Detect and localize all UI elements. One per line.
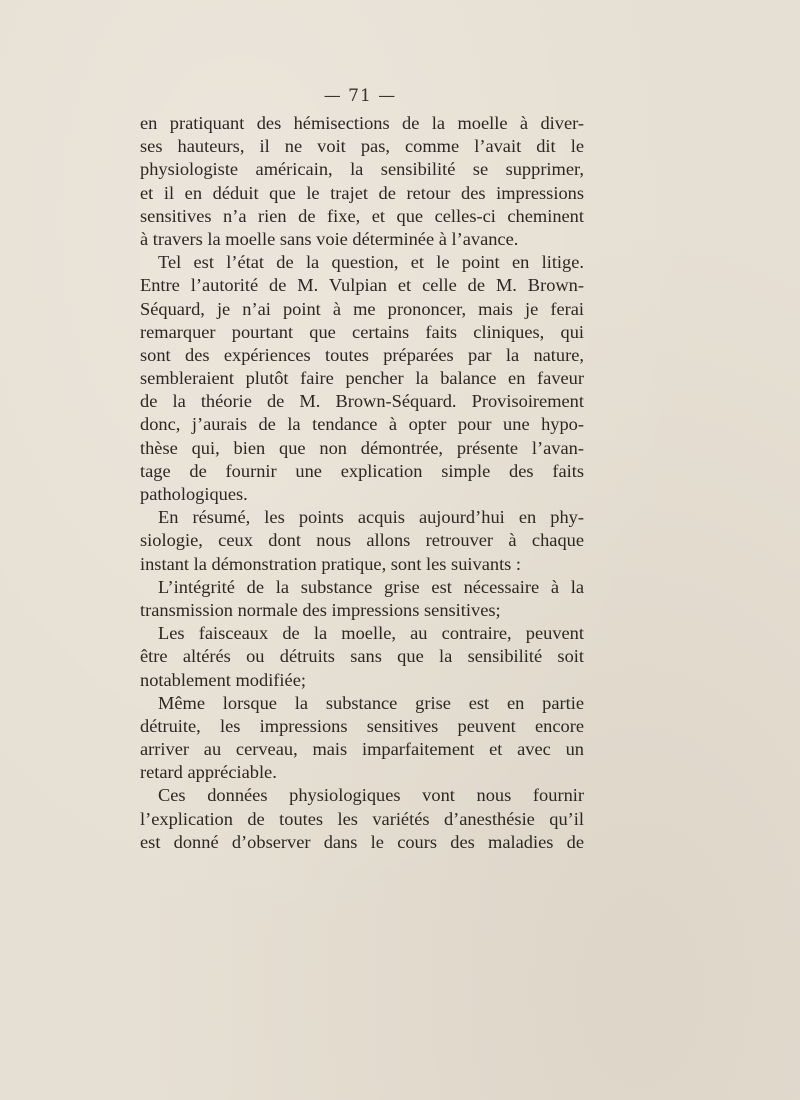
- body-text: [140, 112, 584, 854]
- text-line: L’intégrité de la substance grise est nécessaire à la: [158, 576, 584, 597]
- text-line: Les faisceaux de la moelle, au contraire, peuvent: [158, 623, 584, 644]
- text-line: détruite, les impressions sensitives peuvent encore: [140, 715, 584, 736]
- text-line: instant la démonstration pratique, sont les suivants :: [140, 553, 522, 574]
- text-line: Tel est l’état de la question, et le point en litige.: [158, 252, 584, 273]
- text-line: sembleraient plutôt faire pencher la balance en faveur: [140, 368, 584, 389]
- text-line: être altérés ou détruits sans que la sensibilité soit: [140, 646, 584, 667]
- text-line: retard appréciable.: [140, 762, 277, 783]
- page-number: — 71 —: [323, 86, 397, 106]
- text-line: Même lorsque la substance grise est en partie: [158, 692, 584, 713]
- text-line: transmission normale des impressions sensitives;: [140, 599, 501, 620]
- text-line: pathologiques.: [140, 484, 248, 504]
- text-line: est donné d’observer dans le cours des maladies de: [140, 831, 584, 852]
- text-line: sont des expériences toutes préparées par la nature,: [140, 344, 584, 365]
- text-line: sensitives n’a rien de fixe, et que celles-ci cheminent: [140, 205, 584, 226]
- text-line: de la théorie de M. Brown-Séquard. Provisoirement: [140, 391, 584, 412]
- text-line: Séquard, je n’ai point à me prononcer, mais je ferai: [140, 298, 584, 319]
- text-line: remarquer pourtant que certains faits cliniques, qui: [140, 321, 584, 342]
- text-line: en pratiquant des hémisections de la moelle à diver-: [140, 113, 584, 133]
- text-line: donc, j’aurais de la tendance à opter pour une hypo-: [140, 414, 584, 435]
- text-line: Ces données physiologiques vont nous fournir: [158, 785, 584, 806]
- text-line: physiologiste américain, la sensibilité se supprimer,: [140, 159, 584, 180]
- text-line: Entre l’autorité de M. Vulpian et celle de M. Brown-: [140, 275, 584, 296]
- text-line: notablement modifiée;: [140, 669, 306, 690]
- text-line: siologie, ceux dont nous allons retrouver à chaque: [140, 530, 584, 551]
- text-line: thèse qui, bien que non démontrée, présente l’avan-: [140, 437, 584, 458]
- text-line: tage de fournir une explication simple des faits: [140, 460, 584, 481]
- text-line: à travers la moelle sans voie déterminée à l’avance.: [140, 228, 519, 249]
- text-line: En résumé, les points acquis aujourd’hui en phy-: [158, 507, 584, 528]
- text-line: ses hauteurs, il ne voit pas, comme l’avait dit le: [140, 136, 584, 157]
- text-line: l’explication de toutes les variétés d’anesthésie qu’il: [140, 808, 584, 829]
- text-line: et il en déduit que le trajet de retour des impressions: [140, 182, 584, 203]
- text-line: arriver au cerveau, mais imparfaitement et avec un: [140, 739, 584, 760]
